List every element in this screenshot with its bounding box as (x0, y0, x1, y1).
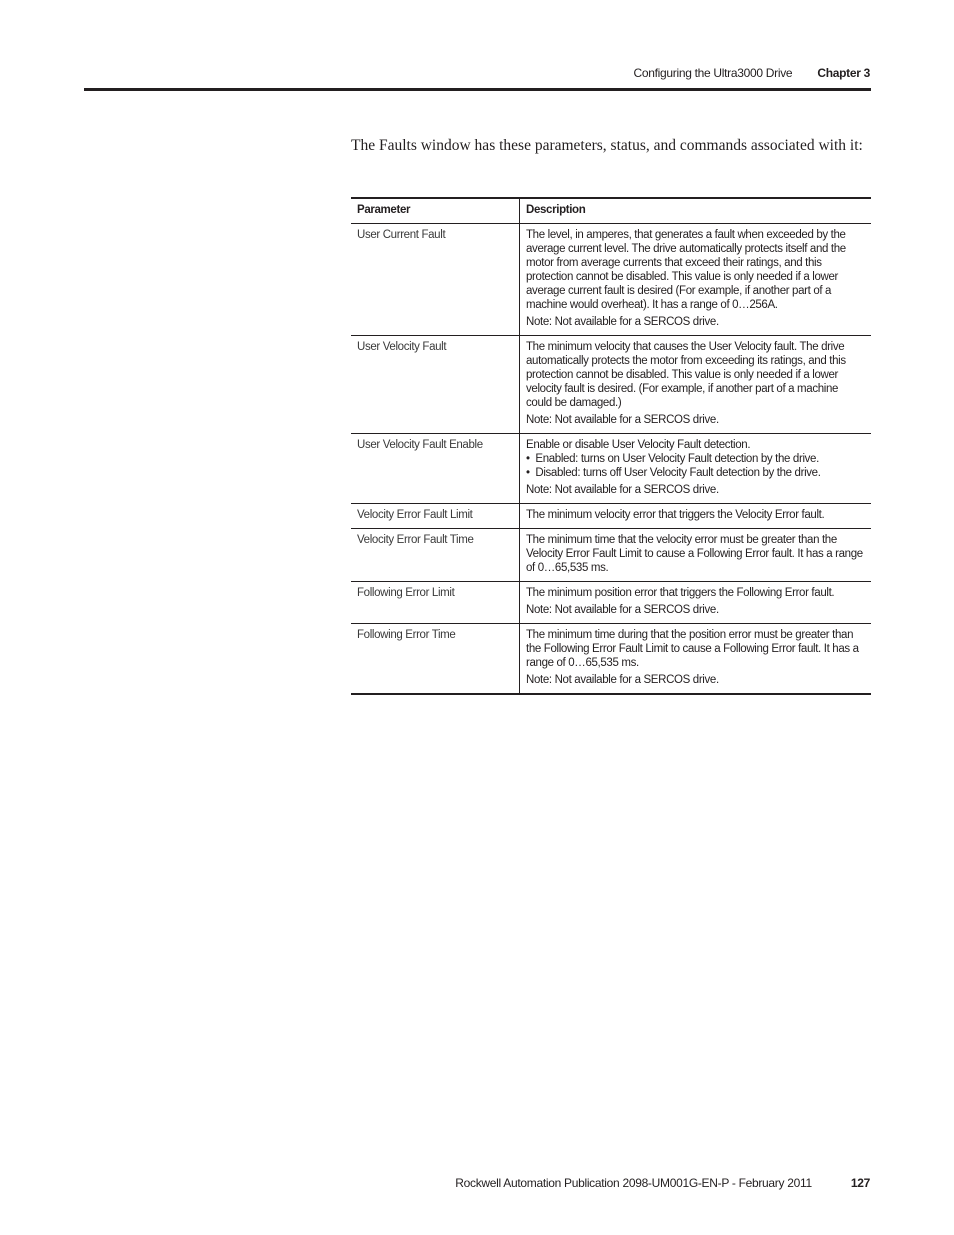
publication-info: Rockwell Automation Publication 2098-UM001G-EN-P - February 2011 (455, 1176, 812, 1190)
description-cell (520, 224, 872, 336)
faults-parameter-table (351, 197, 871, 695)
description-text: The minimum velocity that causes the User Velocity fault. The drive automatically protects the motor from exceeding its ratings, and this protection cannot be disabled. This value is only needed if a lower velocity fault is desired. (For example, if another part of a machine could be damaged.) (526, 341, 846, 409)
table-row (351, 224, 871, 336)
description-cell (520, 529, 872, 582)
note-text: Note: Not available for a SERCOS drive. (526, 674, 719, 686)
parameter-cell: Velocity Error Fault Limit (351, 504, 520, 529)
bullet-item: • Disabled: turns off User Velocity Fault detection by the drive. (526, 466, 865, 480)
parameter-cell: User Current Fault (351, 224, 520, 336)
note-text: Note: Not available for a SERCOS drive. (526, 484, 719, 496)
table-header-row (351, 198, 871, 224)
description-text: The minimum position error that triggers the Following Error fault. (526, 587, 835, 599)
description-cell (520, 624, 872, 695)
description-text: The minimum velocity error that triggers the Velocity Error fault. (526, 509, 825, 521)
page-number: 127 (850, 1176, 870, 1190)
table-row (351, 336, 871, 434)
note-text: Note: Not available for a SERCOS drive. (526, 414, 719, 426)
description-cell (520, 582, 872, 624)
description-text: The minimum time that the velocity error must be greater than the Velocity Error Fault Limit to cause a Following Error fault. It has a range of 0…65,535 ms. (526, 534, 863, 574)
note-text: Note: Not available for a SERCOS drive. (526, 316, 719, 328)
description-text: The level, in amperes, that generates a fault when exceeded by the average current level. The drive automatically protects itself and the motor from average currents that exceed their ratings, and this protection cannot be disabled. This value is only needed if a lower average current fault is desired (For example, if another part of a machine would overheat). It has a range of 0…256A. (526, 229, 846, 311)
header-chapter-label: Chapter 3 (817, 66, 870, 80)
running-header (634, 66, 871, 80)
parameter-cell: Velocity Error Fault Time (351, 529, 520, 582)
parameter-cell: User Velocity Fault Enable (351, 434, 520, 504)
note-text: Note: Not available for a SERCOS drive. (526, 604, 719, 616)
description-cell (520, 336, 872, 434)
description-cell (520, 504, 872, 529)
table-row (351, 582, 871, 624)
page-footer (455, 1176, 870, 1190)
description-text: Enable or disable User Velocity Fault detection. (526, 439, 751, 451)
bullet-item: • Enabled: turns on User Velocity Fault detection by the drive. (526, 452, 865, 466)
parameter-cell: Following Error Time (351, 624, 520, 695)
column-header-description: Description (520, 198, 872, 224)
column-header-parameter: Parameter (351, 198, 520, 224)
parameter-cell: User Velocity Fault (351, 336, 520, 434)
table-row (351, 624, 871, 695)
description-cell (520, 434, 872, 504)
table-row (351, 434, 871, 504)
parameter-cell: Following Error Limit (351, 582, 520, 624)
bullet-list (526, 452, 865, 480)
description-text: The minimum time during that the position error must be greater than the Following Error Fault Limit to cause a Following Error fault. It has a range of 0…65,535 ms. (526, 629, 859, 669)
table-row (351, 529, 871, 582)
header-section-title: Configuring the Ultra3000 Drive (633, 66, 793, 80)
table-row (351, 504, 871, 529)
intro-paragraph: The Faults window has these parameters, status, and commands associated with it: (351, 137, 863, 154)
header-rule (84, 88, 871, 91)
